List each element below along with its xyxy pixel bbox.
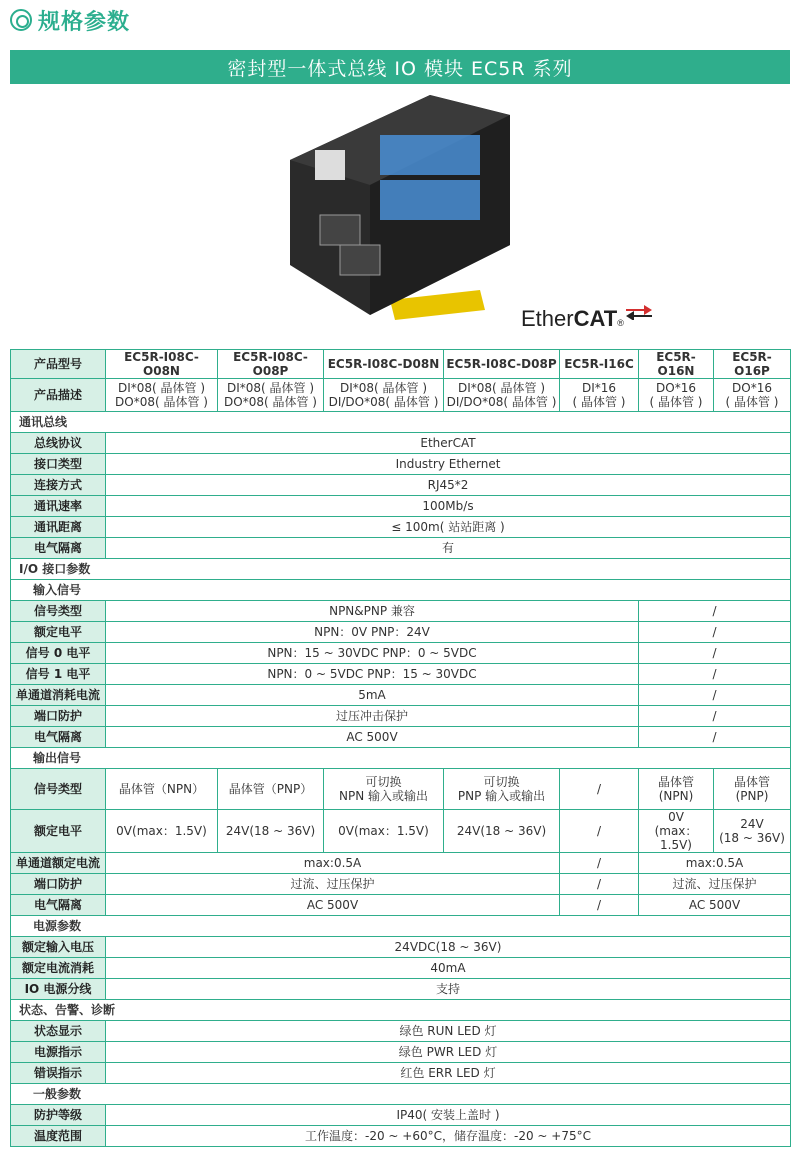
row-value: AC 500V xyxy=(106,727,639,748)
row-value: 红色 ERR LED 灯 xyxy=(106,1063,791,1084)
row-label: 电气隔离 xyxy=(11,538,106,559)
row-value: 5mA xyxy=(106,685,639,706)
subsection-title: 输出信号 xyxy=(11,748,791,769)
row-label: 端口防护 xyxy=(11,874,106,895)
row-label: 端口防护 xyxy=(11,706,106,727)
row-label: 信号 1 电平 xyxy=(11,664,106,685)
model-cell: EC5R-I08C-O08N xyxy=(106,350,218,379)
row-label: 接口类型 xyxy=(11,454,106,475)
desc-cell: DI*08( 晶体管 ) DO*08( 晶体管 ) xyxy=(106,379,218,412)
section-title: 电源参数 xyxy=(11,916,791,937)
row-label: 错误指示 xyxy=(11,1063,106,1084)
row-label: 通讯速率 xyxy=(11,496,106,517)
row-value: 工作温度：-20 ~ +60°C，储存温度：-20 ~ +75°C xyxy=(106,1126,791,1147)
section-title: 通讯总线 xyxy=(11,412,791,433)
row-label: 总线协议 xyxy=(11,433,106,454)
desc-cell: DO*16 ( 晶体管 ) xyxy=(639,379,714,412)
row-label: 电气隔离 xyxy=(11,895,106,916)
model-cell: EC5R-I08C-D08P xyxy=(444,350,560,379)
desc-cell: DI*08( 晶体管 ) DO*08( 晶体管 ) xyxy=(218,379,324,412)
row-value-na: / xyxy=(639,664,791,685)
row-label: 单通道消耗电流 xyxy=(11,685,106,706)
row-value-na: / xyxy=(639,685,791,706)
row-value: 0V(max：1.5V) xyxy=(106,810,218,853)
row-value: 可切换 PNP 输入或输出 xyxy=(444,769,560,810)
row-value: 晶体管 (NPN) xyxy=(639,769,714,810)
row-value: IP40( 安装上盖时 ) xyxy=(106,1105,791,1126)
row-value-na: / xyxy=(639,706,791,727)
row-value: 绿色 RUN LED 灯 xyxy=(106,1021,791,1042)
row-value: 0V(max：1.5V) xyxy=(324,810,444,853)
ethercat-logo xyxy=(521,306,624,332)
row-label: 额定电平 xyxy=(11,622,106,643)
desc-cell: DI*16 ( 晶体管 ) xyxy=(560,379,639,412)
row-value: AC 500V xyxy=(106,895,560,916)
row-label: 电气隔离 xyxy=(11,727,106,748)
row-value: 100Mb/s xyxy=(106,496,791,517)
row-label: 连接方式 xyxy=(11,475,106,496)
row-value: AC 500V xyxy=(639,895,791,916)
desc-row xyxy=(11,379,791,412)
row-value: 过压冲击保护 xyxy=(106,706,639,727)
row-label: 温度范围 xyxy=(11,1126,106,1147)
row-value-na: / xyxy=(560,810,639,853)
section-title: I/O 接口参数 xyxy=(11,559,791,580)
row-value: 绿色 PWR LED 灯 xyxy=(106,1042,791,1063)
output-rated-level-row xyxy=(11,810,791,853)
row-value: NPN&PNP 兼容 xyxy=(106,601,639,622)
model-cell: EC5R-O16N xyxy=(639,350,714,379)
row-value: 24V(18 ~ 36V) xyxy=(218,810,324,853)
arrows-icon xyxy=(626,304,654,320)
row-value: 0V (max：1.5V) xyxy=(639,810,714,853)
row-label: 通讯距离 xyxy=(11,517,106,538)
model-cell: EC5R-I08C-D08N xyxy=(324,350,444,379)
logo-text: Ether xyxy=(521,306,574,331)
desc-label: 产品描述 xyxy=(11,379,106,412)
row-value-na: / xyxy=(560,769,639,810)
row-value: NPN：0 ~ 5VDC PNP：15 ~ 30VDC xyxy=(106,664,639,685)
row-value-na: / xyxy=(639,601,791,622)
section-heading xyxy=(10,4,130,36)
row-value: max:0.5A xyxy=(106,853,560,874)
row-value: 24V (18 ~ 36V) xyxy=(714,810,791,853)
logo-text-bold: CAT xyxy=(573,306,618,331)
row-value: max:0.5A xyxy=(639,853,791,874)
row-value: EtherCAT xyxy=(106,433,791,454)
row-value-na: / xyxy=(639,727,791,748)
row-value: 晶体管（NPN） xyxy=(106,769,218,810)
target-circle-icon xyxy=(10,9,32,31)
model-label: 产品型号 xyxy=(11,350,106,379)
row-value: 40mA xyxy=(106,958,791,979)
heading-text: 规格参数 xyxy=(38,9,131,35)
row-value-na: / xyxy=(639,622,791,643)
row-label: 额定电平 xyxy=(11,810,106,853)
row-label: 信号类型 xyxy=(11,769,106,810)
row-label: 单通道额定电流 xyxy=(11,853,106,874)
row-value: 24VDC(18 ~ 36V) xyxy=(106,937,791,958)
subsection-title: 输入信号 xyxy=(11,580,791,601)
output-signal-type-row xyxy=(11,769,791,810)
row-value-na: / xyxy=(560,874,639,895)
row-label: 信号类型 xyxy=(11,601,106,622)
row-value: ≤ 100m( 站站距离 ) xyxy=(106,517,791,538)
row-value: 可切换 NPN 输入或输出 xyxy=(324,769,444,810)
row-value: 过流、过压保护 xyxy=(106,874,560,895)
model-cell: EC5R-I08C-O08P xyxy=(218,350,324,379)
row-label: 信号 0 电平 xyxy=(11,643,106,664)
product-image xyxy=(280,95,520,325)
logo-mark: ® xyxy=(617,318,624,328)
section-title: 状态、告警、诊断 xyxy=(11,1000,791,1021)
row-value-na: / xyxy=(560,853,639,874)
row-label: 额定输入电压 xyxy=(11,937,106,958)
model-cell: EC5R-I16C xyxy=(560,350,639,379)
row-value: NPN：15 ~ 30VDC PNP：0 ~ 5VDC xyxy=(106,643,639,664)
series-banner: 密封型一体式总线 IO 模块 EC5R 系列 xyxy=(10,50,790,84)
row-value: RJ45*2 xyxy=(106,475,791,496)
row-value: 晶体管（PNP） xyxy=(218,769,324,810)
row-value: 支持 xyxy=(106,979,791,1000)
row-value: 晶体管 (PNP) xyxy=(714,769,791,810)
row-value-na: / xyxy=(639,643,791,664)
desc-cell: DO*16 ( 晶体管 ) xyxy=(714,379,791,412)
row-label: IO 电源分线 xyxy=(11,979,106,1000)
desc-cell: DI*08( 晶体管 ) DI/DO*08( 晶体管 ) xyxy=(444,379,560,412)
row-label: 电源指示 xyxy=(11,1042,106,1063)
row-value: 有 xyxy=(106,538,791,559)
model-row xyxy=(11,350,791,379)
row-value: 过流、过压保护 xyxy=(639,874,791,895)
row-value: 24V(18 ~ 36V) xyxy=(444,810,560,853)
section-title: 一般参数 xyxy=(11,1084,791,1105)
row-value-na: / xyxy=(560,895,639,916)
desc-cell: DI*08( 晶体管 ) DI/DO*08( 晶体管 ) xyxy=(324,379,444,412)
row-value: Industry Ethernet xyxy=(106,454,791,475)
row-label: 状态显示 xyxy=(11,1021,106,1042)
row-label: 额定电流消耗 xyxy=(11,958,106,979)
row-label: 防护等级 xyxy=(11,1105,106,1126)
row-value: NPN：0V PNP：24V xyxy=(106,622,639,643)
spec-table xyxy=(10,349,791,1147)
model-cell: EC5R-O16P xyxy=(714,350,791,379)
